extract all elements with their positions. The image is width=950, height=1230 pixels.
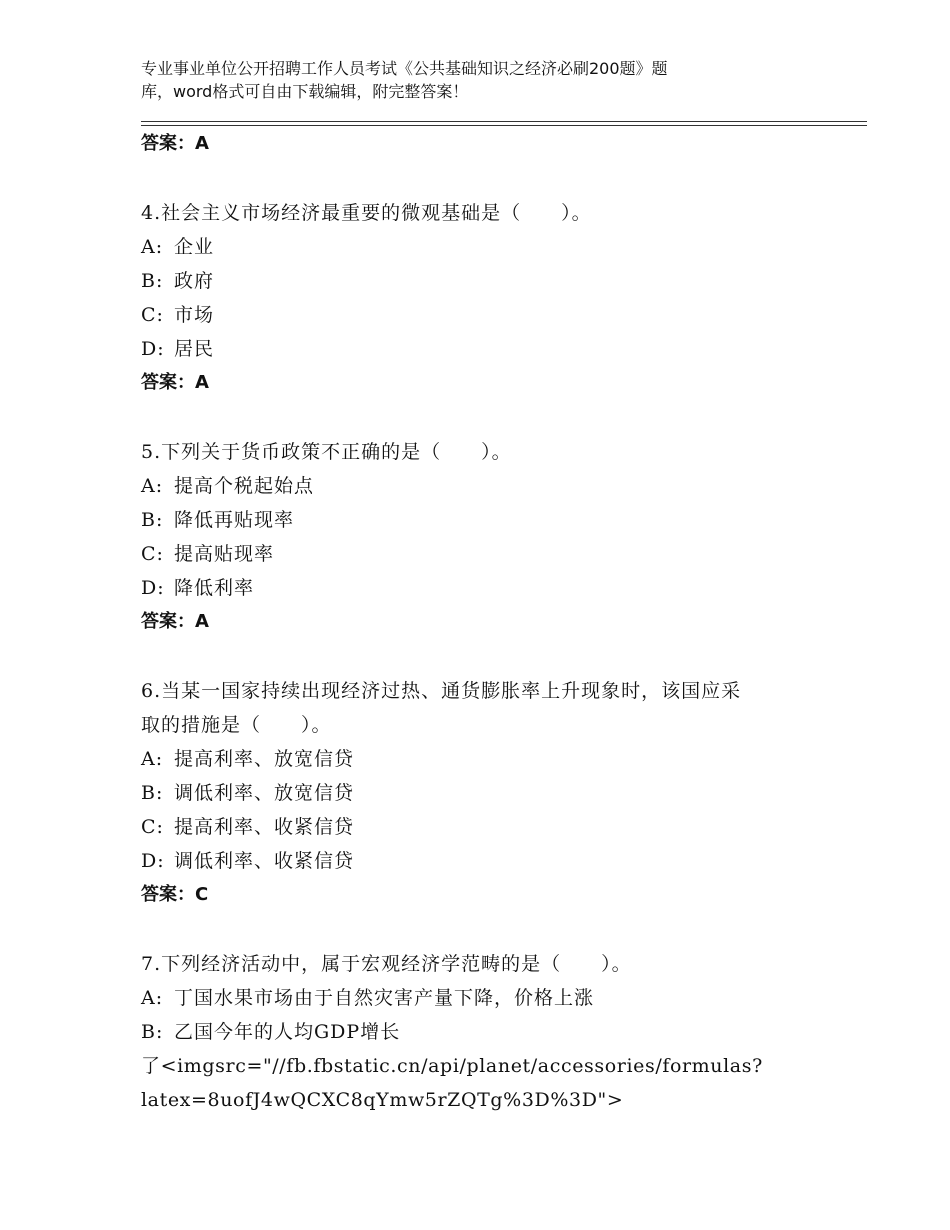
option-text: 乙国今年的人均GDP增长 — [174, 1021, 401, 1043]
option-text: 市场 — [174, 304, 215, 326]
question-6-option-c — [141, 814, 354, 840]
question-6-option-d — [141, 848, 354, 874]
option-text: 居民 — [174, 338, 215, 360]
question-4-option-d — [141, 336, 214, 362]
header-rule-bottom — [141, 125, 867, 126]
option-key: D: — [141, 577, 165, 599]
option-key: B: — [141, 270, 164, 292]
question-6-answer: 答案：C — [141, 884, 209, 905]
question-5-option-d — [141, 575, 254, 601]
option-text: 企业 — [174, 236, 215, 258]
question-7-option-a — [141, 985, 594, 1011]
option-text: 调低利率、放宽信贷 — [174, 782, 355, 804]
question-7-tail-line-2: latex=8uofJ4wQCXC8qYmw5rZQTg%3D%3D"> — [141, 1089, 624, 1111]
header-line-1: 专业事业单位公开招聘工作人员考试《公共基础知识之经济必刷200题》题 — [141, 59, 668, 78]
question-6-stem-line-1: 6.当某一国家持续出现经济过热、通货膨胀率上升现象时，该国应采 — [141, 680, 742, 702]
answer-prev: 答案：A — [141, 133, 209, 154]
question-5-option-b — [141, 507, 294, 533]
question-7-stem: 7.下列经济活动中，属于宏观经济学范畴的是（ ）。 — [141, 953, 632, 975]
question-4-option-c — [141, 302, 214, 328]
document-header — [141, 57, 781, 103]
option-key: A: — [141, 987, 164, 1009]
option-text: 提高个税起始点 — [174, 475, 315, 497]
header-rule-top — [141, 121, 867, 122]
question-6-option-b — [141, 780, 354, 806]
question-6-stem-line-2: 取的措施是（ ）。 — [141, 714, 332, 736]
option-text: 提高利率、放宽信贷 — [174, 748, 355, 770]
option-key: B: — [141, 1021, 164, 1043]
header-line-2: 库，word格式可自由下载编辑，附完整答案！ — [141, 82, 469, 101]
question-5-option-c — [141, 541, 274, 567]
question-6-option-a — [141, 746, 354, 772]
option-key: C: — [141, 543, 164, 565]
option-text: 降低利率 — [174, 577, 255, 599]
option-text: 提高贴现率 — [174, 543, 275, 565]
question-7-tail-line-1: 了<imgsrc="//fb.fbstatic.cn/api/planet/accessories/formulas? — [141, 1055, 763, 1077]
question-5-stem: 5.下列关于货币政策不正确的是（ ）。 — [141, 441, 512, 463]
option-text: 丁国水果市场由于自然灾害产量下降，价格上涨 — [174, 987, 595, 1009]
option-key: C: — [141, 816, 164, 838]
option-text: 调低利率、收紧信贷 — [174, 850, 355, 872]
option-text: 政府 — [174, 270, 215, 292]
question-4-stem: 4.社会主义市场经济最重要的微观基础是（ ）。 — [141, 202, 592, 224]
question-5-answer: 答案：A — [141, 611, 209, 632]
option-key: B: — [141, 782, 164, 804]
option-key: A: — [141, 748, 164, 770]
option-key: D: — [141, 338, 165, 360]
question-7-option-b — [141, 1019, 400, 1045]
option-key: C: — [141, 304, 164, 326]
question-4-answer: 答案：A — [141, 372, 209, 393]
question-4-option-b — [141, 268, 214, 294]
option-text: 降低再贴现率 — [174, 509, 295, 531]
question-5-option-a — [141, 473, 314, 499]
option-key: A: — [141, 475, 164, 497]
option-key: A: — [141, 236, 164, 258]
option-text: 提高利率、收紧信贷 — [174, 816, 355, 838]
question-4-option-a — [141, 234, 214, 260]
option-key: D: — [141, 850, 165, 872]
option-key: B: — [141, 509, 164, 531]
